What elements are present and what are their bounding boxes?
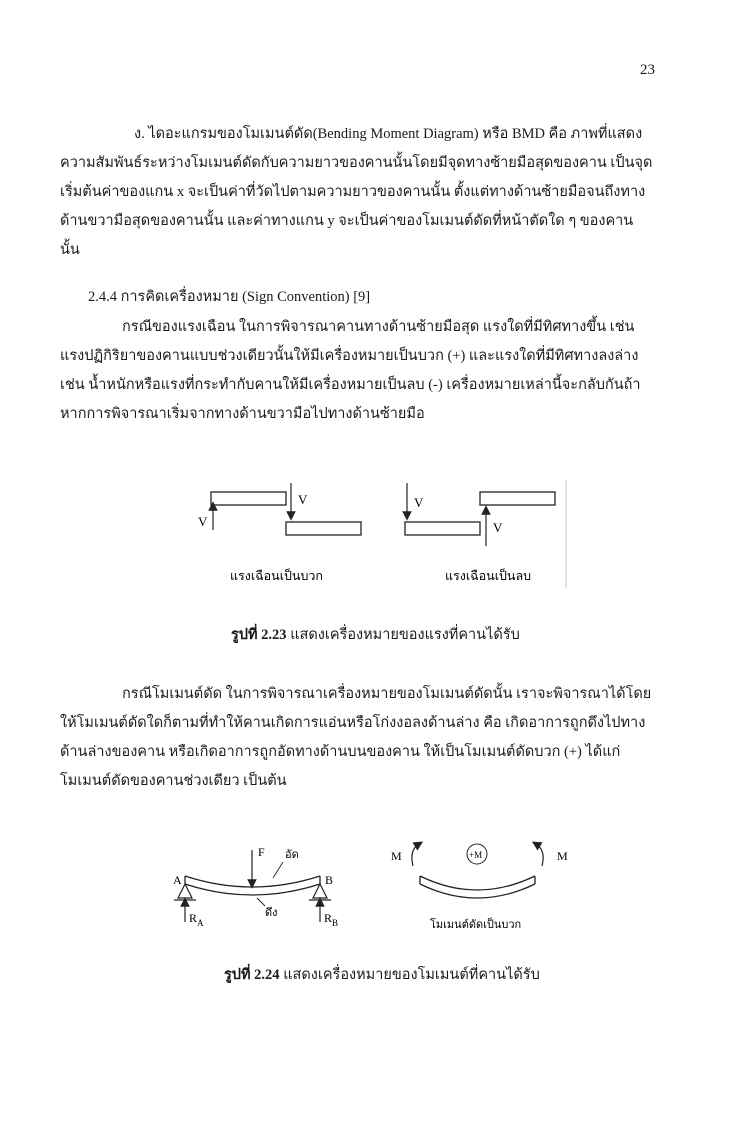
reaction-b-label: $R_B$ <box>324 911 339 928</box>
text-line: โมเมนต์ดัดของคานช่วงเดียว เป็นต้น <box>60 773 287 789</box>
section-heading-text: 2.4.4 การคิดเครื่องหมาย (Sign Convention) [9] <box>88 289 371 305</box>
caption-text: แสดงเครื่องหมายของแรงที่คานได้รับ <box>286 627 520 643</box>
paragraph-bmd <box>60 120 653 265</box>
text-line: นั้น <box>60 242 80 258</box>
moment-m-label: M <box>391 849 402 863</box>
page-number: 23 <box>640 62 655 78</box>
positive-moment-symbol: +M <box>469 850 483 860</box>
caption-text: แสดงเครื่องหมายของโมเมนต์ที่คานได้รับ <box>279 967 540 983</box>
text-line: แรงปฏิกิริยาของคานแบบช่วงเดียวนั้นให้มีเครื่องหมายเป็นบวก (+) และแรงใดที่มีทิศทางลงล่าง <box>60 348 639 364</box>
positive-shear-diagram <box>198 483 361 535</box>
compression-label: อัด <box>285 849 299 861</box>
figure-moment-sign <box>165 838 585 938</box>
text-line: เริ่มต้นค่าของแกน x จะเป็นค่าที่วัดไปตามความยาวของคานนั้น ตั้งแต่ทางด้านซ้ายมือจนถึงทาง <box>60 184 646 200</box>
moment-m-label: M <box>557 849 568 863</box>
paragraph-shear-sign <box>60 313 644 429</box>
positive-moment-label: โมเมนต์ดัดเป็นบวก <box>430 919 522 931</box>
text-line: เช่น น้ำหนักหรือแรงที่กระทำกับคานให้มีเครื่องหมายเป็นลบ (-) เครื่องหมายเหล่านี้จะกลับกันถ้า <box>60 377 641 393</box>
reaction-a-label: $R_A$ <box>189 911 204 928</box>
caption-number: รูปที่ 2.24 <box>224 967 280 983</box>
shear-v-label: V <box>414 495 424 510</box>
figure-caption-2-24 <box>224 963 540 986</box>
bent-beam-diagram <box>173 845 338 928</box>
text-line: ด้านล่างของคาน หรือเกิดอาการถูกอัดทางด้านบนของคาน ให้เป็นโมเมนต์ดัดบวก (+) ได้แก่ <box>60 744 621 760</box>
shear-v-label: V <box>198 514 208 529</box>
positive-shear-label: แรงเฉือนเป็นบวก <box>230 569 323 583</box>
text-line: ความสัมพันธ์ระหว่างโมเมนต์ดัดกับความยาวของคานนั้นโดยมีจุดทางซ้ายมือสุดของคาน เป็นจุด <box>60 155 653 171</box>
caption-number: รูปที่ 2.23 <box>231 627 287 643</box>
shear-v-label: V <box>298 492 308 507</box>
text-line: กรณีโมเมนต์ดัด ในการพิจารณาเครื่องหมายของโมเมนต์ดัดนั้น เราจะพิจารณาได้โดย <box>122 686 652 702</box>
section-heading <box>60 283 644 312</box>
support-a-label: A <box>173 873 182 887</box>
positive-moment-diagram <box>391 844 568 931</box>
negative-shear-label: แรงเฉือนเป็นลบ <box>445 569 532 583</box>
force-f-label: F <box>258 845 265 859</box>
support-b-label: B <box>325 873 334 887</box>
paragraph-moment-sign <box>60 680 652 796</box>
text-line: กรณีของแรงเฉือน ในการพิจารณาคานทางด้านซ้ายมือสุด แรงใดที่มีทิศทางขึ้น เช่น <box>122 319 635 335</box>
tension-label: ดึง <box>265 907 278 919</box>
figure-shear-sign <box>180 480 580 590</box>
text-line: ด้านขวามือสุดของคานนั้น และค่าทางแกน y จะเป็นค่าของโมเมนต์ดัดที่หน้าตัดใด ๆ ของคาน <box>60 213 634 229</box>
shear-v-label: V <box>493 520 503 535</box>
figure-caption-2-23 <box>231 623 520 646</box>
text-line: ง. ไดอะแกรมของโมเมนต์ดัด(Bending Moment Diagram) หรือ BMD คือ ภาพที่แสดง <box>134 126 643 142</box>
text-line: ให้โมเมนต์ดัดใดก็ตามที่ทำให้คานเกิดการแอ่นหรือโก่งงอลงด้านล่าง คือ เกิดอาการถูกดึงไปทาง <box>60 715 646 731</box>
text-line: หากการพิจารณาเริ่มจากทางด้านขวามือไปทางด้านซ้ายมือ <box>60 406 425 422</box>
